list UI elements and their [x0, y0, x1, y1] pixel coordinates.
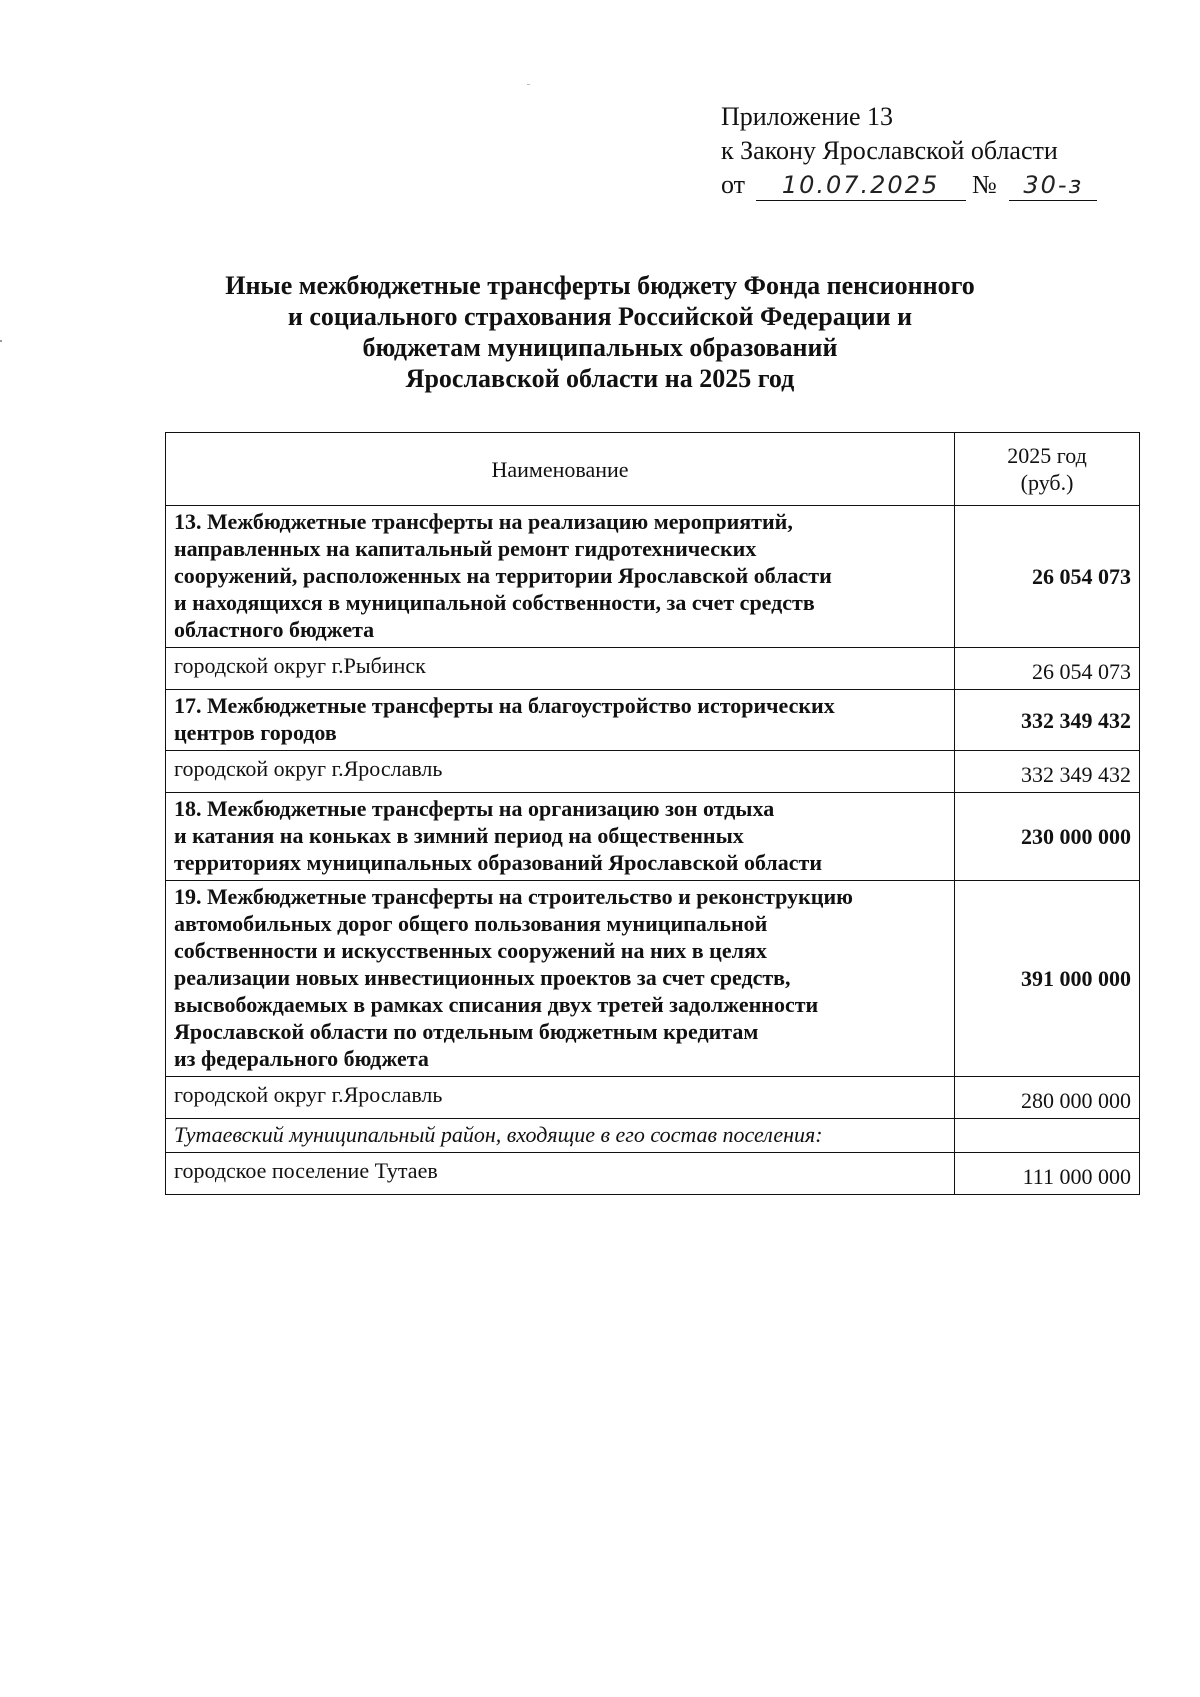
row-name-line: автомобильных дорог общего пользования муниципальной [174, 911, 768, 936]
row-name-cell [166, 1153, 955, 1195]
number-sign: № [972, 170, 997, 199]
row-value-cell: 332 349 432 [955, 690, 1140, 751]
row-name-line: и катания на коньках в зимний период на общественных [174, 823, 744, 848]
row-value-cell: 332 349 432 [955, 751, 1140, 793]
row-name-line: городской округ г.Рыбинск [174, 653, 426, 678]
row-name-line: городское поселение Тутаев [174, 1158, 438, 1183]
row-value-cell: 230 000 000 [955, 793, 1140, 881]
table-body [166, 506, 1140, 1195]
appendix-number: Приложение 13 [721, 102, 894, 131]
row-name-cell [166, 881, 955, 1077]
row-name-line: территориях муниципальных образований Ярославской области [174, 850, 822, 875]
row-name-line: сооружений, расположенных на территории Ярославской области [174, 563, 832, 588]
row-name-line: областного бюджета [174, 617, 375, 642]
row-name-line: городской округ г.Ярославль [174, 756, 443, 781]
appendix-date-number-line [721, 168, 1097, 202]
handwritten-date: 10.07.2025 [781, 171, 940, 199]
column-header-year-label: 2025 год [1007, 443, 1087, 468]
row-value-cell: 111 000 000 [955, 1153, 1140, 1195]
transfers-table [165, 432, 1140, 1195]
row-name-line: и находящихся в муниципальной собственности, за счет средств [174, 590, 815, 615]
row-name-line: 19. Межбюджетные трансферты на строительство и реконструкцию [174, 884, 853, 909]
table-row [166, 751, 1140, 793]
column-header-name: Наименование [166, 433, 955, 506]
table-row [166, 881, 1140, 1077]
row-value-cell: 26 054 073 [955, 648, 1140, 690]
table-row [166, 1077, 1140, 1119]
table-header-row [166, 433, 1140, 506]
table-row [166, 1119, 1140, 1153]
row-name-cell [166, 751, 955, 793]
title-line: и социального страхования Российской Федерации и [287, 302, 913, 331]
row-name-line: 13. Межбюджетные трансферты на реализацию мероприятий, [174, 509, 793, 534]
table-row [166, 1153, 1140, 1195]
title-line: Ярославской области на 2025 год [405, 364, 795, 393]
row-name-line: городской округ г.Ярославль [174, 1082, 443, 1107]
row-value-cell [955, 1119, 1140, 1153]
table-row [166, 793, 1140, 881]
row-value-cell: 280 000 000 [955, 1077, 1140, 1119]
scan-speck [0, 340, 2, 342]
scan-speck [527, 84, 530, 85]
date-prefix: от [721, 170, 746, 199]
date-field [756, 170, 966, 201]
appendix-header [721, 100, 1097, 202]
table-row [166, 648, 1140, 690]
row-name-cell [166, 506, 955, 648]
row-name-cell [166, 793, 955, 881]
row-name-line: 18. Межбюджетные трансферты на организацию зон отдыха [174, 796, 775, 821]
row-name-line: высвобождаемых в рамках списания двух третей задолженности [174, 992, 819, 1017]
handwritten-number: 30-з [1023, 171, 1084, 199]
column-header-unit: (руб.) [1020, 470, 1074, 495]
row-name-cell [166, 1119, 955, 1153]
row-value-cell: 26 054 073 [955, 506, 1140, 648]
row-name-cell [166, 690, 955, 751]
title-line: бюджетам муниципальных образований [362, 333, 838, 362]
row-name-line: собственности и искусственных сооружений на них в целях [174, 938, 767, 963]
row-name-line: направленных на капитальный ремонт гидротехнических [174, 536, 757, 561]
row-name-cell [166, 648, 955, 690]
document-title [150, 270, 1050, 394]
row-value-cell: 391 000 000 [955, 881, 1140, 1077]
table-row [166, 690, 1140, 751]
table-row [166, 506, 1140, 648]
column-header-year [955, 433, 1140, 506]
number-field [1009, 170, 1097, 201]
row-name-line: из федерального бюджета [174, 1046, 429, 1071]
row-name-line: Ярославской области по отдельным бюджетным кредитам [174, 1019, 759, 1044]
title-line: Иные межбюджетные трансферты бюджету Фонда пенсионного [225, 271, 975, 300]
row-name-line: 17. Межбюджетные трансферты на благоустройство исторических [174, 693, 835, 718]
row-name-line: центров городов [174, 720, 337, 745]
row-name-line: реализации новых инвестиционных проектов за счет средств, [174, 965, 791, 990]
row-name-cell [166, 1077, 955, 1119]
row-name-line: Тутаевский муниципальный район, входящие в его состав поселения: [174, 1122, 823, 1147]
appendix-law-reference: к Закону Ярославской области [721, 136, 1058, 165]
